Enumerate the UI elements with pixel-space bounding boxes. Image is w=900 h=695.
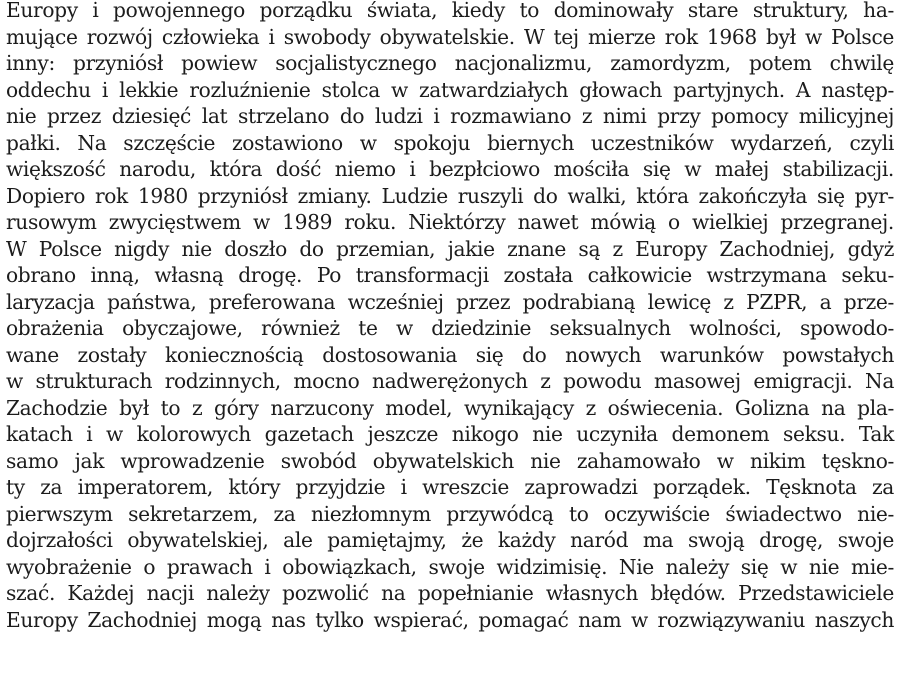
text-line: Dopiero rok 1980 przyniósł zmiany. Ludzie ruszyli do walki, która zakończyła się pyr-	[6, 183, 894, 208]
text-line: w strukturach rodzinnych, mocno nadwerężonych z powodu masowej emigracji. Na	[6, 369, 894, 393]
text-line: wane zostały koniecznością dostosowania się do nowych warunków powstałych	[6, 342, 894, 367]
text-line: katach i w kolorowych gazetach jeszcze nikogo nie uczyniła demonem seksu. Tak	[6, 422, 894, 446]
text-line: obrażenia obyczajowe, również te w dziedzinie seksualnych wolności, spowodo-	[6, 316, 894, 340]
text-line: W Polsce nigdy nie doszło do przemian, jakie znane są z Europy Zachodniej, gdyż	[6, 236, 894, 261]
text-line: dojrzałości obywatelskiej, ale pamiętajmy, że każdy naród ma swoją drogę, swoje	[6, 528, 894, 552]
text-line: laryzacja państwa, preferowana wcześniej przez podrabianą lewicę z PZPR, a prze-	[6, 289, 894, 314]
text-line: pałki. Na szczęście zostawiono w spokoju biernych uczestników wydarzeń, czyli	[6, 130, 894, 155]
text-line: Europy i powojennego porządku świata, kiedy to dominowały stare struktury, ha-	[6, 0, 894, 22]
text-line: oddechu i lekkie rozluźnienie stolca w zatwardziałych głowach partyjnych. A następ-	[6, 77, 894, 102]
text-line: Zachodzie był to z góry narzucony model, wynikający z oświecenia. Golizna na pla-	[6, 395, 894, 420]
text-line: mujące rozwój człowieka i swobody obywatelskie. W tej mierze rok 1968 był w Polsce	[6, 24, 894, 49]
text-line: samo jak wprowadzenie swobód obywatelskich nie zahamowało w nikim tęskno-	[6, 448, 894, 473]
text-line: większość narodu, która dość niemo i bezpłciowo mościła się w małej stabilizacji.	[6, 157, 894, 181]
text-line: inny: przyniósł powiew socjalistycznego nacjonalizmu, zamordyzm, potem chwilę	[6, 51, 894, 75]
article-body	[6, 0, 896, 633]
text-line: obrano inną, własną drogę. Po transformacji została całkowicie wstrzymana seku-	[6, 263, 894, 287]
text-line: szać. Każdej nacji należy pozwolić na popełnianie własnych błędów. Przedstawiciele	[6, 581, 894, 605]
text-line: Europy Zachodniej mogą nas tylko wspierać, pomagać nam w rozwiązywaniu naszych	[6, 607, 894, 632]
document-page	[6, 0, 896, 695]
text-line: rusowym zwycięstwem w 1989 roku. Niektórzy nawet mówią o wielkiej przegranej.	[6, 210, 894, 234]
text-line: pierwszym sekretarzem, za niezłomnym przywódcą to oczywiście świadectwo nie-	[6, 501, 894, 526]
text-line: ty za imperatorem, który przyjdzie i wreszcie zaprowadzi porządek. Tęsknota za	[6, 475, 894, 499]
text-line: wyobrażenie o prawach i obowiązkach, swoje widzimisię. Nie należy się w nie mie-	[6, 554, 894, 579]
text-line: nie przez dziesięć lat strzelano do ludzi i rozmawiano z nimi przy pomocy milicyjnej	[6, 104, 894, 128]
